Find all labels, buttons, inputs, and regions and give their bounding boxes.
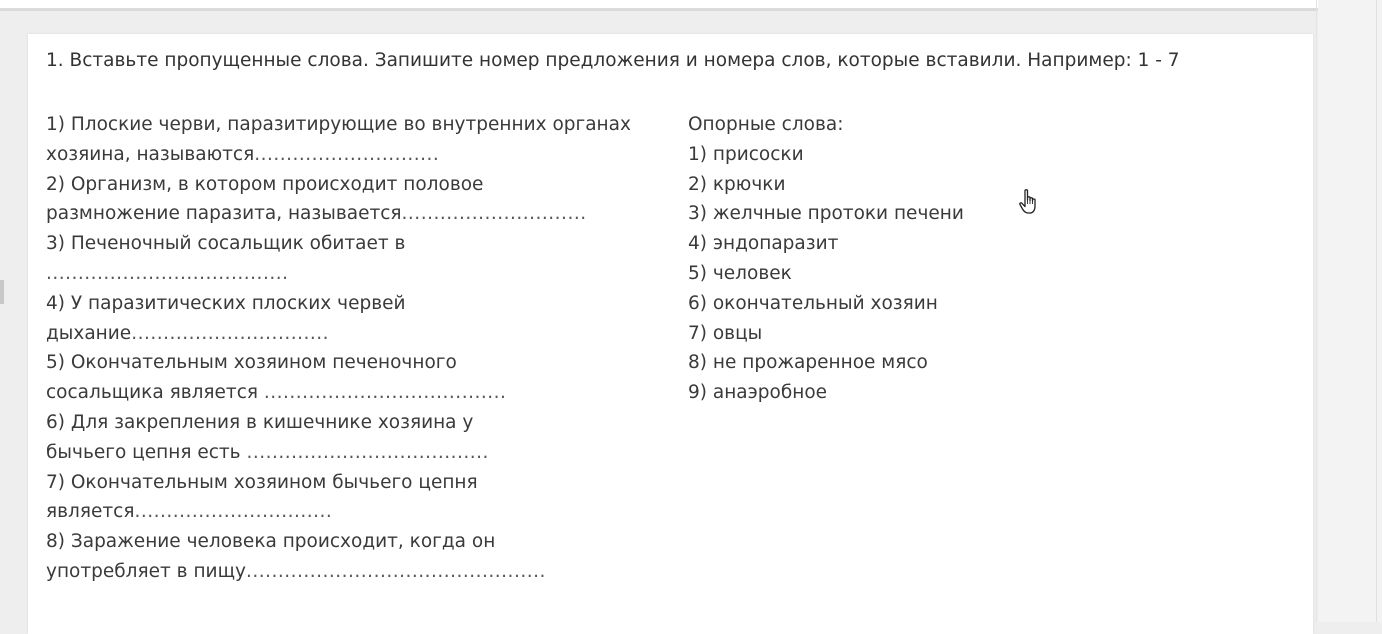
question-line: 3) Печеночный сосальщик обитает в [46,233,406,255]
question-item [46,468,666,528]
reference-word: 2) крючки [688,173,786,195]
question-line [46,438,666,468]
scrollbar-edge [1376,0,1377,622]
question-line: 4) У паразитических плоских червей [46,292,406,314]
reference-word: 6) окончательный хозяин [688,292,938,314]
question-item [46,110,666,170]
question-line [46,259,666,289]
question-text: употребляет в пищу [46,560,246,582]
question-item [46,289,666,349]
right-gutter [1318,0,1382,622]
question-line [46,199,666,229]
hand-pointer-icon [1018,188,1040,216]
question-line: 8) Заражение человека происходит, когда он [46,531,496,553]
question-text: бычьего цепня есть [46,441,247,463]
reference-word: 7) овцы [688,322,763,344]
reference-word: 4) эндопаразит [688,233,839,255]
answer-blank: ...................................... [46,262,289,284]
top-bar-shadow [0,8,1382,11]
question-text: дыхание [46,322,132,344]
question-item [46,348,666,408]
reference-word: 5) человек [688,262,792,284]
answer-blank: ............................................... [245,560,546,582]
question-line: 7) Окончательным хозяином бычьего цепня [46,471,478,493]
reference-heading: Опорные слова: [688,114,844,135]
question-line [46,557,666,587]
reference-word: 8) не прожаренное мясо [688,352,928,374]
question-text: сосальщика является [46,382,264,404]
question-line: 5) Окончательным хозяином печеночного [46,352,457,374]
reference-word: 1) присоски [688,143,804,165]
question-line [46,319,666,349]
question-line [46,140,666,170]
question-line [46,497,666,527]
answer-blank: ............................... [134,501,333,523]
reference-words-list [688,110,1088,408]
top-bar [0,0,1382,8]
question-text: является [46,501,135,523]
question-text: размножение паразита, называется [46,203,402,225]
answer-blank: ............................. [254,143,440,165]
question-text: хозяина, называются [46,143,255,165]
questions-list [46,110,666,587]
left-edge-mark [0,280,4,304]
question-line: 1) Плоские черви, паразитирующие во внутренних органах [46,114,631,135]
answer-blank: ............................. [401,203,587,225]
question-item [46,408,666,468]
answer-blank: ............................... [131,322,329,344]
answer-blank: ...................................... [263,382,507,404]
question-item [46,229,666,289]
question-item [46,527,666,587]
reference-word: 3) желчные протоки печени [688,203,964,225]
answer-blank: ...................................... [246,441,489,463]
gutter-divider [1316,0,1317,622]
question-line [46,378,666,408]
question-item [46,170,666,230]
task-card [28,34,1313,634]
reference-word: 9) анаэробное [688,382,828,404]
question-line: 2) Организм, в котором происходит половое [46,173,484,195]
task-title: 1. Вставьте пропущенные слова. Запишите номер предложения и номера слов, которые вставили. Например: 1 - 7 [46,50,1180,71]
question-line: 6) Для закрепления в кишечнике хозяина у [46,411,474,433]
